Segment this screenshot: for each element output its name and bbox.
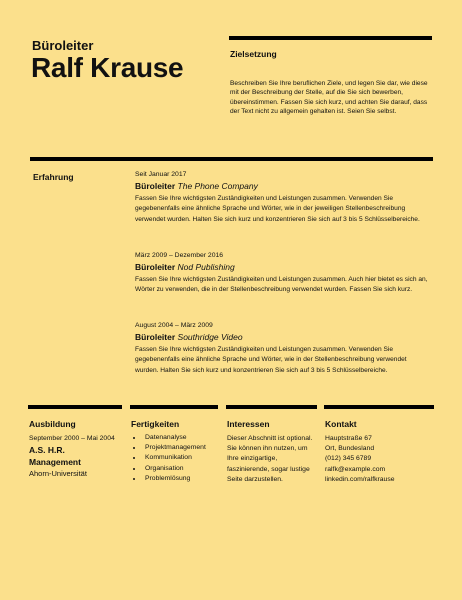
job-description: Fassen Sie Ihre wichtigsten Zuständigkeiten und Leistungen zusammen. Auch hier bietet es sich an, Wörter zu verwenden, die in der Stellenbeschreibung verwendet wurden. Fassen Sie sich kurz. (135, 276, 428, 294)
applicant-name: Ralf Krause (31, 52, 184, 83)
interests-text: Dieser Abschnitt ist optional. Sie können ihn nutzen, um Ihre einzigartige, faszinierende, sogar lustige Seite darzustellen. (227, 435, 313, 483)
contact-email[interactable]: ralfk@example.com (325, 465, 386, 473)
job-heading (135, 262, 431, 272)
skill-item: • Datenanalyse (143, 433, 206, 443)
objective-title: Zielsetzung (230, 49, 277, 59)
experience-rule (30, 157, 433, 161)
interests-rule (226, 405, 317, 409)
education-school: Ahorn-Universität (29, 469, 87, 479)
job-dates: März 2009 – Dezember 2016 (135, 252, 224, 259)
job-dates: Seit Januar 2017 (135, 171, 187, 178)
contact-block (325, 434, 433, 485)
skill-item: • Problemlösung (143, 474, 206, 484)
job-entry (135, 322, 431, 376)
contact-title: Kontakt (325, 419, 357, 429)
interests-title: Interessen (227, 419, 270, 429)
contact-address: Hauptstraße 67 (325, 435, 372, 442)
job-company: Southridge Video (177, 332, 243, 342)
job-entry (135, 171, 431, 225)
job-position: Büroleiter (135, 181, 176, 191)
education-degree: A.S. H.R. Management (29, 445, 81, 468)
job-description: Fassen Sie Ihre wichtigsten Zuständigkeiten und Leistungen zusammen. Verwenden Sie gegebenenfalls eine ähnliche Sprache und Wörter, wie in der Stellenbeschreibung verwendet wurden. Halten Sie sich kurz und konzentrieren Sie sich auf 3 bis 5 Schlüsselbereiche. (135, 346, 407, 374)
skill-item: • Projektmanagement (143, 443, 206, 453)
job-heading (135, 181, 431, 191)
job-company: The Phone Company (177, 181, 258, 191)
objective-text: Beschreiben Sie Ihre beruflichen Ziele, und legen Sie dar, wie diese mit der Beschreibung der Stelle, auf die Sie sich bewerben, übereinstimmen. Fassen Sie sich kurz, und achten Sie darauf, dass der Text nicht zu allgemein gehalten ist. Seien Sie selbst. (230, 80, 428, 115)
education-dates: September 2000 – Mai 2004 (29, 435, 115, 442)
education-title: Ausbildung (29, 419, 76, 429)
experience-title: Erfahrung (33, 172, 74, 182)
job-heading (135, 332, 431, 342)
contact-phone: (012) 345 6789 (325, 455, 372, 463)
job-role: Büroleiter (32, 38, 94, 53)
skills-list (131, 433, 206, 484)
skill-item: • Kommunikation (143, 453, 206, 463)
job-description: Fassen Sie Ihre wichtigsten Zuständigkeiten und Leistungen zusammen. Verwenden Sie gegebenenfalls eine ähnliche Sprache und Wörter, wie in der jeweiligen Stellenbeschreibung verwendet wurden. Halten Sie sich kurz und konzentrieren Sie sich auf 3 bis 5 Schlüsselbereiche. (135, 195, 420, 223)
job-company: Nod Publishing (177, 262, 235, 272)
education-block (29, 434, 117, 479)
contact-linkedin[interactable]: linkedin.com/ralfkrause (325, 475, 395, 483)
job-dates: August 2004 – März 2009 (135, 322, 213, 329)
skill-item: • Organisation (143, 464, 206, 474)
job-position: Büroleiter (135, 262, 176, 272)
job-entry (135, 252, 431, 296)
job-position: Büroleiter (135, 332, 176, 342)
skills-title: Fertigkeiten (131, 419, 180, 429)
objective-rule (229, 36, 432, 40)
education-rule (28, 405, 122, 409)
contact-rule (324, 405, 434, 409)
contact-city: Ort, Bundesland (325, 445, 375, 453)
skills-rule (130, 405, 218, 409)
